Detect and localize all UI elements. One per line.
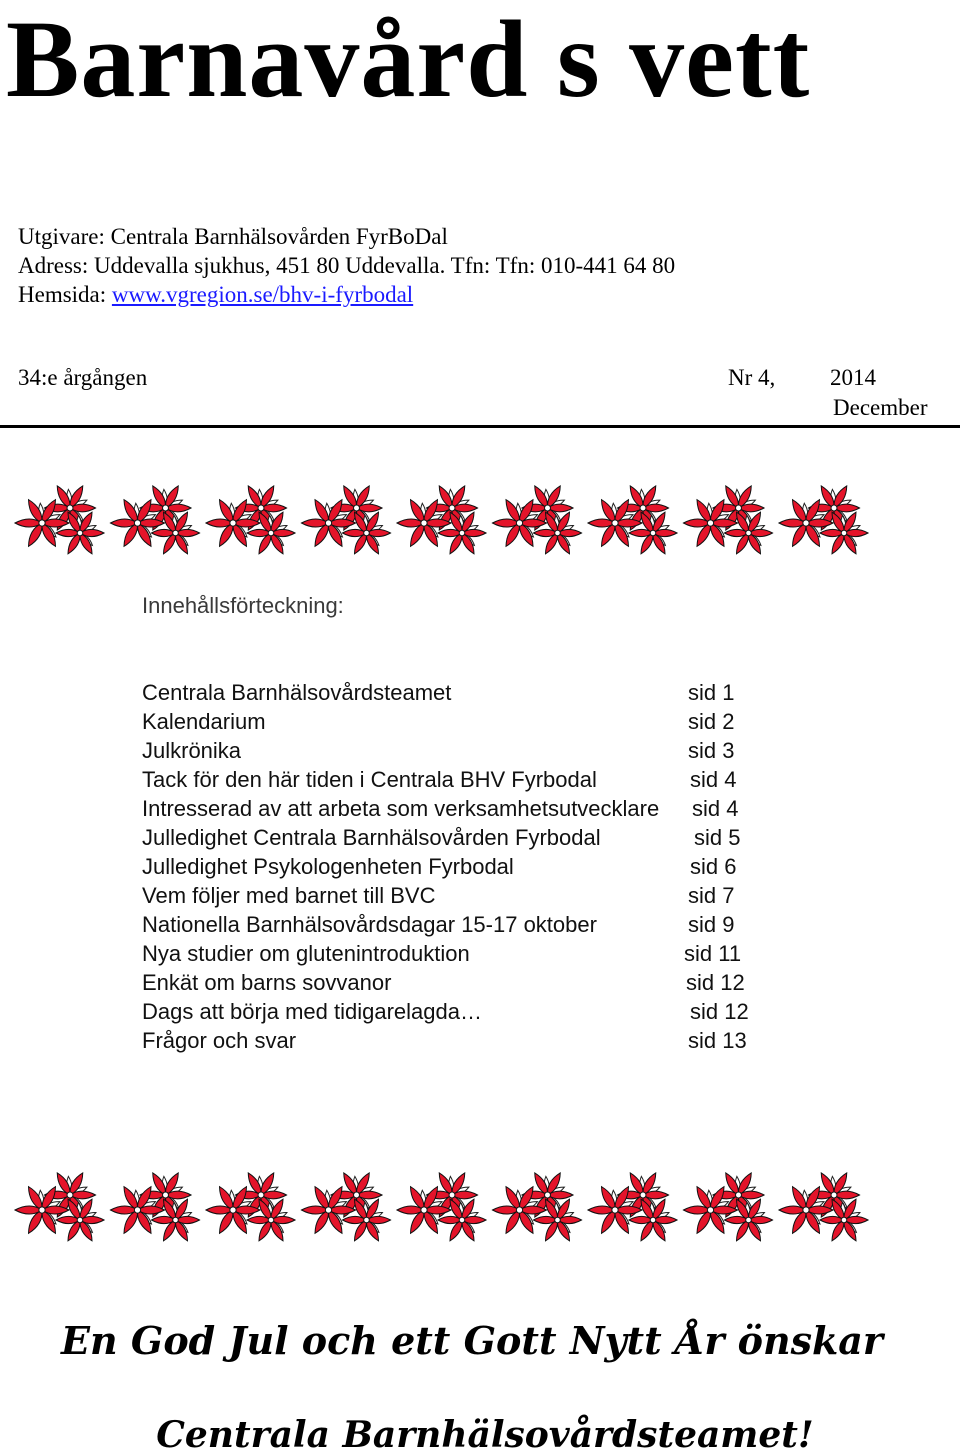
toc-entry [142, 796, 782, 825]
toc-entry [142, 854, 782, 883]
toc-entry-title: Nya studier om glutenintroduktion [142, 941, 470, 966]
publisher-info [18, 222, 675, 309]
poinsettia-border-bottom [0, 1165, 960, 1255]
website-link[interactable]: www.vgregion.se/bhv-i-fyrbodal [111, 282, 414, 307]
toc-entry [142, 738, 782, 767]
website-label: Hemsida: [18, 282, 112, 307]
toc-entry-title: Enkät om barns sovvanor [142, 970, 392, 995]
toc-entry [142, 825, 782, 854]
toc-entry [142, 767, 782, 796]
toc-entry-page: sid 6 [690, 854, 737, 879]
toc-entry-page: sid 7 [688, 883, 735, 908]
toc-entry-page: sid 4 [690, 767, 737, 792]
greeting-line-1: En God Jul och ett Gott Nytt År önskar [61, 1318, 883, 1363]
toc-entry-page: sid 11 [684, 941, 742, 966]
toc-entry-title: Julkrönika [142, 738, 242, 763]
website-line [18, 280, 675, 309]
toc-entry [142, 999, 782, 1028]
greeting-line-2: Centrala Barnhälsovårdsteamet! [156, 1414, 814, 1456]
toc-entry-title: Kalendarium [142, 709, 266, 734]
masthead-title: Barnavård s vett [6, 0, 811, 120]
toc-entry-title: Julledighet Centrala Barnhälsovården Fyrbodal [142, 825, 601, 850]
toc-entry-page: sid 13 [688, 1028, 747, 1053]
toc-entry-title: Julledighet Psykologenheten Fyrbodal [142, 854, 514, 879]
toc-entry-page: sid 12 [686, 970, 745, 995]
poinsettia-border-top [0, 478, 960, 568]
toc-entry-title: Centrala Barnhälsovårdsteamet [142, 680, 452, 705]
table-of-contents [142, 680, 782, 1057]
address-line: Adress: Uddevalla sjukhus, 451 80 Uddevalla. Tfn: Tfn: 010-441 64 80 [18, 253, 676, 278]
publisher-line: Utgivare: Centrala Barnhälsovården FyrBoDal [18, 224, 448, 249]
volume-label: 34:e årgången [18, 365, 148, 390]
toc-entry-title: Nationella Barnhälsovårdsdagar 15-17 oktober [142, 912, 597, 937]
toc-entry [142, 680, 782, 709]
toc-entry-page: sid 5 [694, 825, 741, 850]
toc-entry-page: sid 12 [690, 999, 749, 1024]
toc-entry [142, 970, 782, 999]
poinsettia-icon [0, 478, 960, 568]
toc-entry [142, 709, 782, 738]
toc-heading: Innehållsförteckning: [142, 593, 344, 618]
toc-entry-title: Tack för den här tiden i Centrala BHV Fyrbodal [142, 767, 597, 792]
poinsettia-icon [0, 1165, 960, 1255]
toc-entry [142, 883, 782, 912]
issue-info [18, 365, 938, 427]
header-divider [0, 425, 960, 428]
toc-entry-page: sid 4 [692, 796, 739, 821]
toc-entry-title: Dags att börja med tidigarelagda… [142, 999, 482, 1024]
issue-number: Nr 4, [728, 365, 776, 390]
issue-month: December [833, 395, 928, 420]
toc-entry [142, 941, 782, 970]
toc-entry [142, 1028, 782, 1057]
toc-entry-page: sid 9 [688, 912, 735, 937]
toc-entry-title: Vem följer med barnet till BVC [142, 883, 436, 908]
toc-entry-page: sid 3 [688, 738, 735, 763]
toc-entry-title: Frågor och svar [142, 1028, 297, 1053]
toc-entry [142, 912, 782, 941]
toc-entry-title: Intresserad av att arbeta som verksamhetsutvecklare [142, 796, 660, 821]
toc-entry-page: sid 2 [688, 709, 735, 734]
toc-entry-page: sid 1 [688, 680, 735, 705]
issue-year: 2014 [830, 365, 876, 390]
